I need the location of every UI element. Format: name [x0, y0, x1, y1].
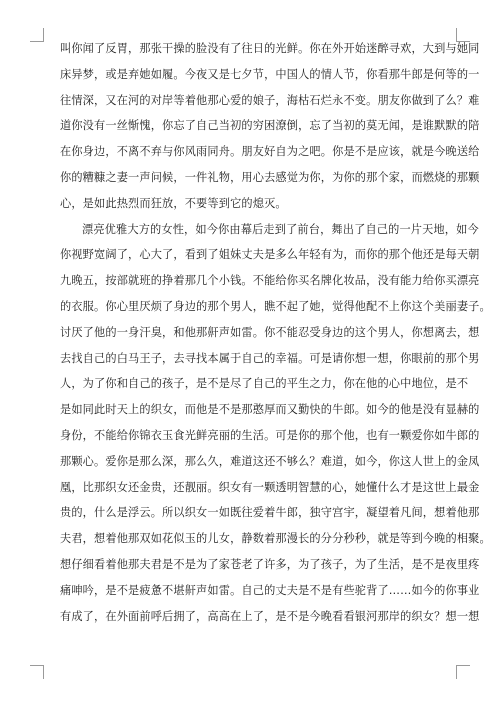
text-line: 人，为了你和自己的孩子，是不是尽了自己的平生之力，你在他的心中地位，是不 [60, 377, 469, 391]
paragraph-first-line: 漂亮优雅大方的女性，如今你由幕后走到了前台，舞出了自己的一片天地，如今 [82, 222, 479, 236]
text-line: 的衣服。你心里厌烦了身边的那个男人，瞧不起了她，觉得他配不上你这个美丽妻子。 [60, 299, 491, 313]
text-line: 心，是如此热烈而狂放，不要等到它的熄灭。 [60, 196, 287, 210]
text-line: 贵的，什么是浮云。所以织女一如既往爱着牛郎，独守宫宇，凝望着凡间，想着他那 [60, 506, 480, 520]
document-body [60, 36, 491, 629]
text-line: 夫君，想着他那双如花似玉的儿女，静数着那漫长的分分秒秒，就是等到今晚的相聚。 [60, 532, 491, 546]
text-line: 凰，比那织女还金贵，还靓丽。织女有一颗透明智慧的心，她懂什么才是这世上最金 [60, 480, 480, 494]
crop-mark-top-right [456, 28, 470, 42]
text-line: 你视野宽阔了，心大了，看到了姐妹丈夫是多么年轻有为，而你的那个他还是每天朝 [60, 248, 480, 262]
text-line: 在你身边，不离不弃与你风雨同舟。朋友好自为之吧。你是不是应该，就是今晚送给 [60, 145, 480, 159]
text-line: 痛呻吟，是不是疲惫不堪鼾声如雷。自己的丈夫是不是有些驼背了……如今的你事业 [60, 583, 480, 597]
text-line: 九晚五，按部就班的挣着那几个小钱。不能给你买名牌化妆品，没有能力给你买漂亮 [60, 274, 480, 288]
text-line: 讨厌了他的一身汗臭，和他那鼾声如雷。你不能忍受身边的这个男人，你想离去，想 [60, 325, 480, 339]
crop-mark-bottom-left [30, 665, 44, 679]
text-line: 你的糟糠之妻一声问候，一件礼物，用心去感觉为你，为你的那个家，而燃烧的那颗 [60, 170, 480, 184]
text-line: 去找自己的白马王子，去寻找本属于自己的幸福。可是请你想一想，你眼前的那个男 [60, 351, 480, 365]
text-line: 身份，不能给你锦衣玉食光鲜亮丽的生活。可是你的那个他，也有一颗爱你如牛郎的 [60, 428, 480, 442]
text-line: 有成了，在外面前呼后拥了，高高在上了，是不是今晚看看银河那岸的织女？想一想 [60, 609, 480, 623]
crop-mark-top-left [30, 28, 44, 42]
crop-mark-bottom-right [456, 665, 470, 679]
text-line: 道你没有一丝惭愧，你忘了自己当初的穷困潦倒，忘了当初的莫无闻，是谁默默的陪 [60, 119, 480, 133]
text-line: 叫你闻了反胃，那张干操的脸没有了往日的光鲜。你在外开始迷醉寻欢，大到与她同 [60, 42, 480, 55]
text-line: 往情深，又在河的对岸等着他那心爱的娘子，海枯石烂永不变。朋友你做到了么？难 [60, 93, 480, 107]
text-line: 想仔细看着他那夫君是不是为了家苍老了许多，为了孩子，为了生活，是不是夜里疼 [60, 557, 480, 571]
text-line: 床异梦，或是弃她如履。今夜又是七夕节，中国人的情人节，你看那牛郎是何等的一 [60, 67, 480, 81]
text-line: 那颗心。爱你是那么深，那么久，难道这还不够么？难道，如今，你这人世上的金凤 [60, 454, 480, 468]
text-line: 是如同此时天上的织女，而他是不是那憨厚而又勤快的牛郎。如今的他是没有显赫的 [60, 403, 480, 417]
